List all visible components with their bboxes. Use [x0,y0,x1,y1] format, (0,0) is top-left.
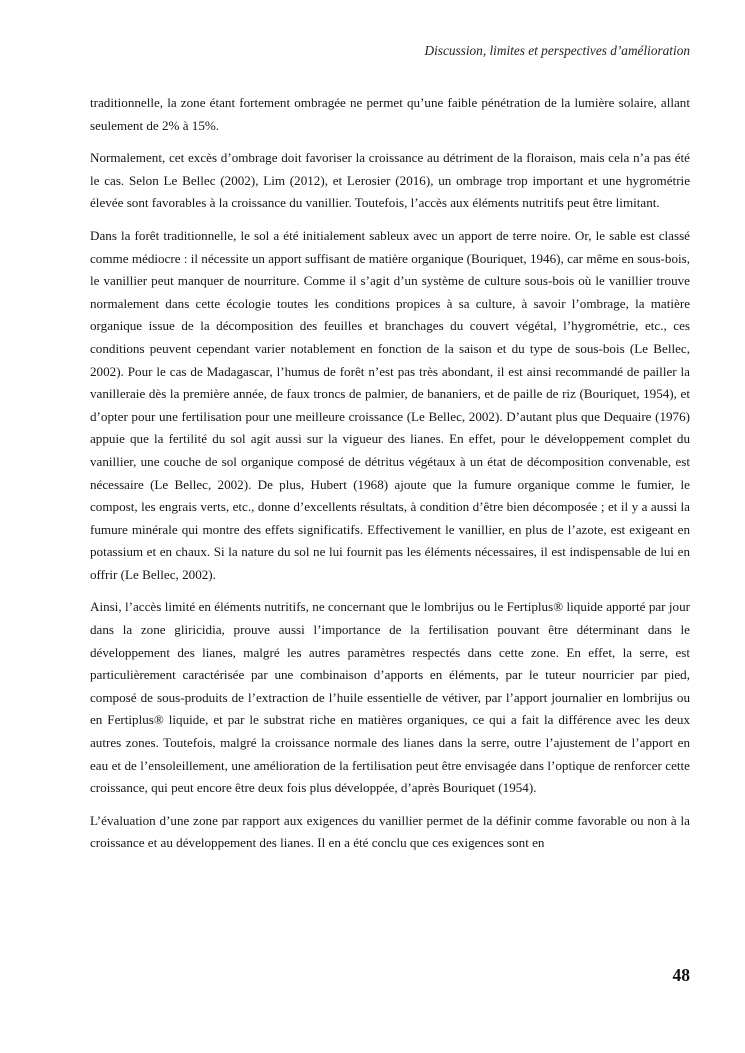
page-number: 48 [672,965,690,985]
paragraph-2: Normalement, cet excès d’ombrage doit favoriser la croissance au détriment de la floraison, mais cela n’a pas été le cas. Selon Le Bellec (2002), Lim (2012), et Lerosier (2016), un ombrage trop important et une hygrométrie élevée sont favorables à la croissance du vanillier. Toutefois, l’accès aux éléments nutritifs peut être limitant. [90,150,690,211]
paragraph-1: traditionnelle, la zone étant fortement ombragée ne permet qu’une faible pénétration de la lumière solaire, allant seulement de 2% à 15%. [90,95,690,133]
paragraph-5: L’évaluation d’une zone par rapport aux exigences du vanillier permet de la définir comme favorable ou non à la croissance et au développement des lianes. Il en a été conclu que ces exigences sont en [90,812,690,851]
body-text [90,92,690,865]
running-header: Discussion, limites et perspectives d’amélioration [424,43,690,58]
paragraph-3: Dans la forêt traditionnelle, le sol a été initialement sableux avec un apport de terre noire. Or, le sable est classé comme médiocre : il nécessite un apport suffisant de matière organique (Bouriquet, 1946), car même en sous-bois, le vanillier peut manquer de nourriture. Comme il s’agit d’un système de culture sous-bois où le vanillier trouve normalement dans cette écologie toutes les conditions propices à sa culture, à savoir l’ombrage, la matière organique issue de la décomposition des feuilles et branchages du couvert végétal, l’hygrométrie, etc., ces conditions peuvent cependant varier notablement en fonction de la saison et du type de sous-bois (Le Bellec, 2002). Pour le cas de Madagascar, l’humus de forêt n’est pas très abondant, il est ainsi recommandé de pailler la vanilleraie dès la première année, de faux troncs de palmier, de bananiers, et de paille de riz (Bouriquet, 1954), et d’opter pour une fertilisation pour une meilleure croissance (Le Bellec, 2002). D’autant plus que Dequaire (1976) appuie que la fertilité du sol agit aussi sur la vigueur des lianes. En effet, pour le développement complet du vanillier, une couche de sol organique composé de détritus végétaux à un état de décomposition convenable, est nécessaire (Le Bellec, 2002). De plus, Hubert (1968) ajoute que la fumure organique comme le fumier, le compost, les engrais verts, etc., donne d’excellents résultats, à condition d’être bien décomposée ; et il y a aussi la fumure minérale qui montre des effets significatifs. Effectivement le vanillier, en plus de l’azote, est exigeant en potassium et en chaux. Si la nature du sol ne lui fournit pas les éléments nécessaires, il est indispensable de lui en offrir (Le Bellec, 2002). [90,227,690,582]
paragraph-4: Ainsi, l’accès limité en éléments nutritifs, ne concernant que le lombrijus ou le Fertiplus® liquide apporté par jour dans la zone gliricidia, prouve aussi l’importance de la fertilisation pouvant être déterminant dans le développement des lianes, malgré les autres paramètres respectés dans cette zone. En effet, la serre, est particulièrement caractérisée par une combinaison d’apports en éléments, par le tuteur nourricier par pied, composé de sous-produits de l’extraction de l’huile essentielle de vétiver, par l’apport journalier en lombrijus ou en Fertiplus® liquide, et par le substrat riche en matières organiques, ce qui a fait la différence avec les deux autres zones. Toutefois, malgré la croissance normale des lianes dans la serre, outre l’ajustement de l’apport en eau et de l’ensoleillement, une amélioration de la fertilisation peut être envisagée dans l’optique de renforcer cette croissance, qui peut encore être deux fois plus développée, d’après Bouriquet (1954). [90,599,690,796]
